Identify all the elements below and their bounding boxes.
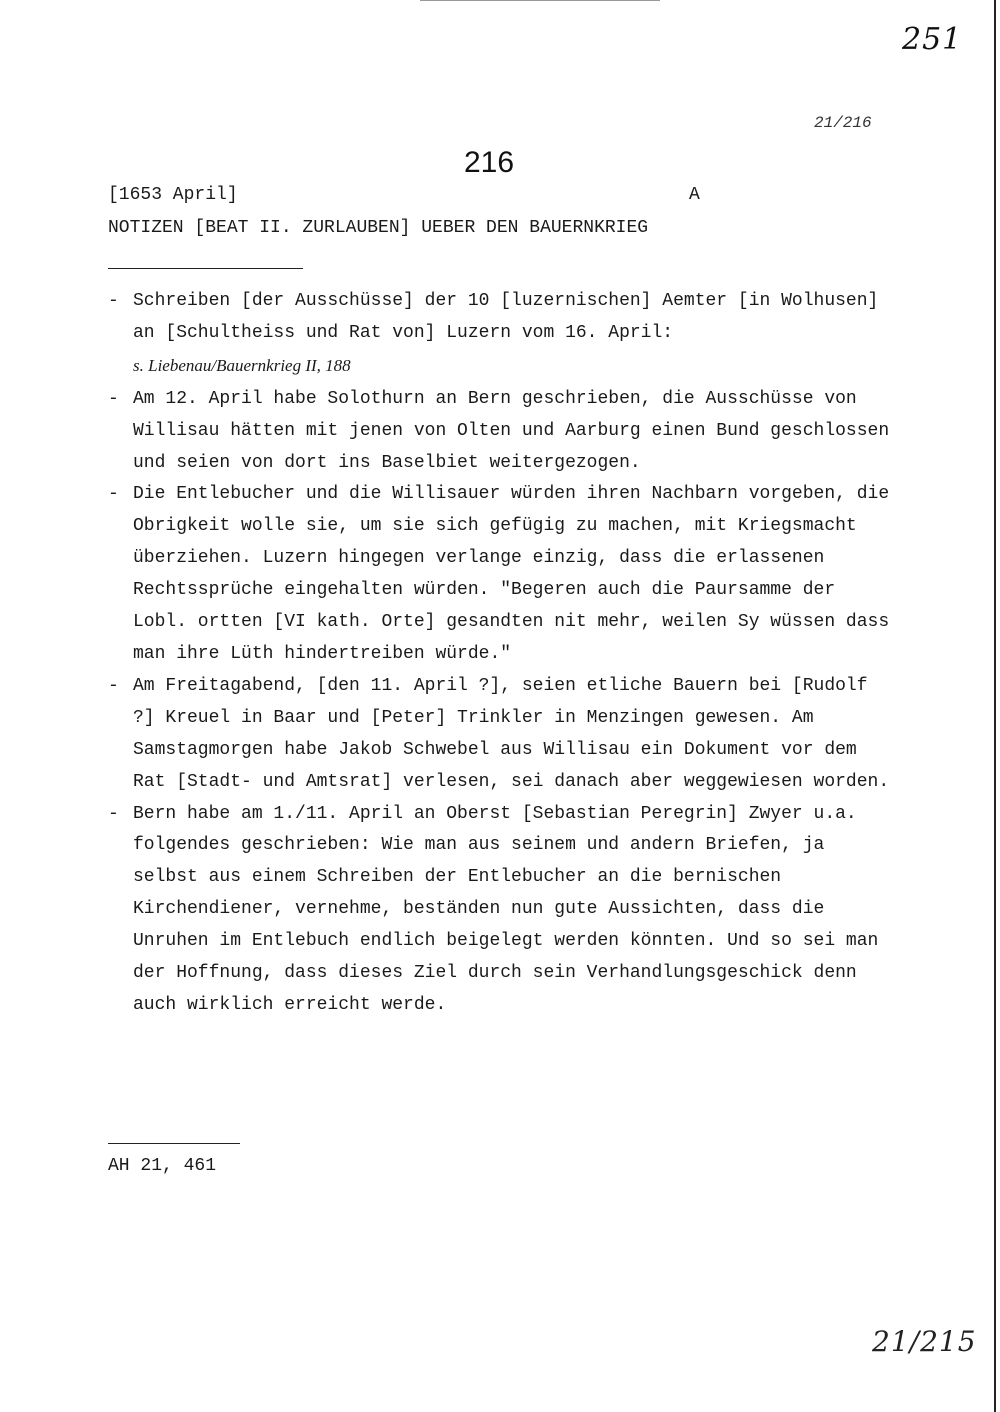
reference-code: 21/216 [814, 114, 872, 132]
list-item [108, 479, 898, 670]
entry-bullet: - [108, 803, 119, 824]
entry-text: Am 12. April habe Solothurn an Bern geschrieben, die Ausschüsse von Willisau hätten mit jenen von Olten und Aarburg einen Bund geschlossen und seien von dort ins Baselbiet weitergezogen. [133, 388, 890, 473]
entry-bullet: - [108, 291, 119, 311]
document-number: 216 [464, 146, 515, 179]
entry-bullet: - [108, 484, 119, 505]
entry-text: Schreiben [der Ausschüsse] der 10 [luzernischen] Aemter [in Wolhusen] an [Schultheiss und Rat von] Luzern vom 16. April: [133, 291, 879, 343]
list-item [108, 799, 898, 1022]
list-item [108, 671, 898, 799]
entry-text: Bern habe am 1./11. April an Oberst [Sebastian Peregrin] Zwyer u.a. folgendes geschrieben: Wie man aus seinem und andern Briefen, ja selbst aus einem Schreiben der Entlebucher an die bernischen Kirchendiener, vernehme, beständen nun gute Aussichten, dass die Unruhen im Entlebuch endlich beigelegt werden könnten. Und so sei man der Hoffnung, dass dieses Ziel durch sein Verhandlungsgeschick denn auch wirklich erreicht werde. [133, 803, 879, 1015]
scan-edge-top [420, 0, 660, 1]
list-item [108, 384, 898, 480]
entry-text: Die Entlebucher und die Willisauer würden ihren Nachbarn vorgeben, die Obrigkeit wolle sie, um sie sich gefügig zu machen, mit Kriegsmacht überziehen. Luzern hingegen verlange einzig, dass die erlassenen Rechtssprüche eingehalten würden. "Begeren auch die Paursamme der Lobl. ortten [VI kath. Orte] gesandten nit mehr, weilen Sy wüssen dass man ihre Lüth hindertreiben würde." [133, 484, 890, 664]
document-letter: A [689, 185, 700, 205]
document-date: [1653 April] [108, 185, 238, 205]
entry-list [108, 286, 898, 1022]
entry-bullet: - [108, 675, 119, 696]
source-footnote: AH 21, 461 [108, 1156, 217, 1176]
document-heading: NOTIZEN [BEAT II. ZURLAUBEN] UEBER DEN BAUERNKRIEG [108, 218, 649, 238]
divider-top [108, 268, 303, 269]
divider-bottom [108, 1143, 240, 1144]
list-item [108, 286, 898, 384]
archive-number-handwritten: 251 [902, 22, 963, 57]
literature-reference: s. Liebenau/Bauernkrieg II, 188 [133, 355, 351, 375]
scan-edge-right [994, 0, 996, 1412]
entry-text: Am Freitagabend, [den 11. April ?], seien etliche Bauern bei [Rudolf ?] Kreuel in Baar und [Peter] Trinkler in Menzingen gewesen. Am Samstagmorgen habe Jakob Schwebel aus Willisau ein Dokument vor dem Rat [Stadt- und Amtsrat] verlesen, sei danach aber weggewiesen worden. [133, 675, 890, 792]
entry-bullet: - [108, 388, 119, 409]
archive-number-bottom-handwritten: 21/215 [872, 1325, 977, 1358]
